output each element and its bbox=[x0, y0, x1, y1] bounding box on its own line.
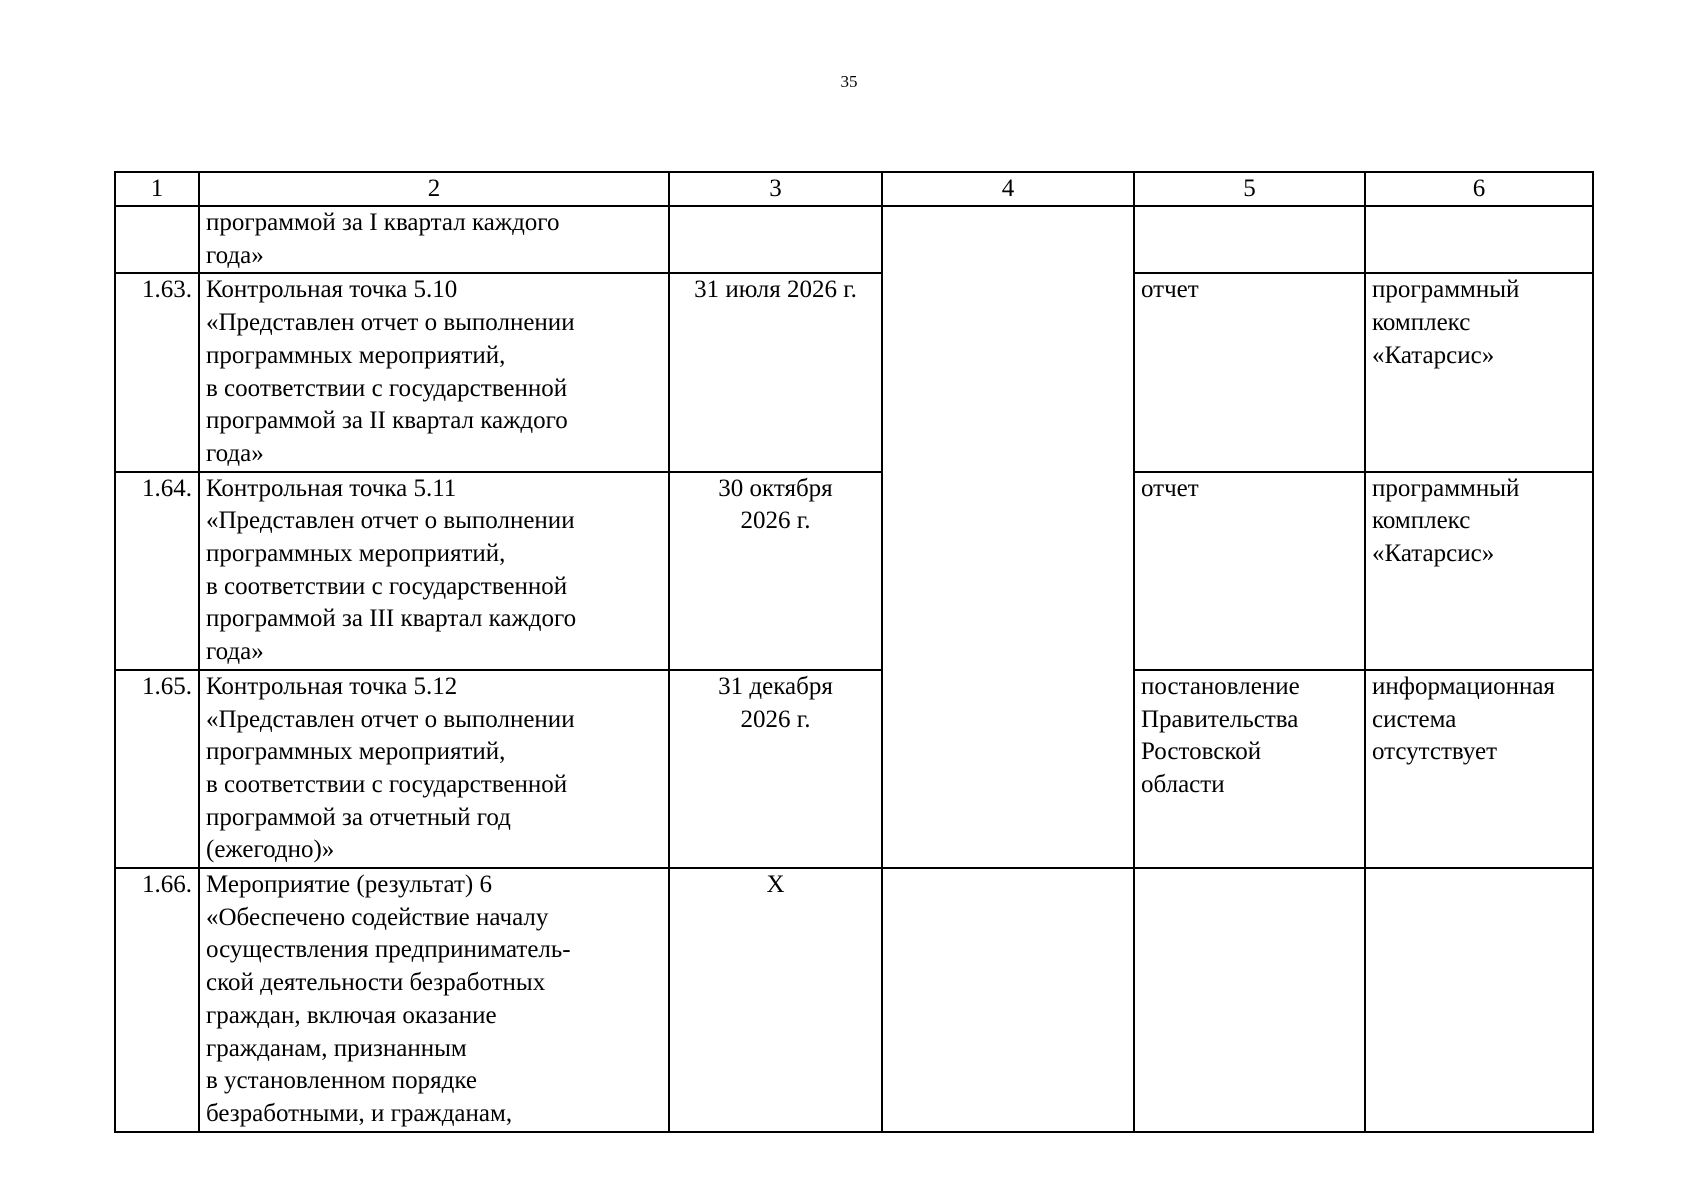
row-number-cell: 1.63. bbox=[115, 273, 199, 471]
event-name-cell: Мероприятие (результат) 6 «Обеспечено содействие началу осуществления предприниматель- ской деятельности безработных граждан, включая оказание гражданам, признанным в установленном порядке безработными, и гражданам, bbox=[199, 868, 669, 1132]
date-cell: 31 декабря 2026 г. bbox=[669, 670, 882, 868]
document-type-cell bbox=[1134, 206, 1365, 273]
date-cell: 31 июля 2026 г. bbox=[669, 273, 882, 471]
date-cell bbox=[669, 206, 882, 273]
column-header-1: 1 bbox=[115, 172, 199, 206]
table-row bbox=[115, 868, 1593, 1132]
row-number-cell: 1.66. bbox=[115, 868, 199, 1132]
info-system-cell bbox=[1365, 868, 1593, 1132]
document-type-cell: отчет bbox=[1134, 472, 1365, 670]
plan-table bbox=[114, 171, 1594, 1133]
document-type-cell: постановление Правительства Ростовской области bbox=[1134, 670, 1365, 868]
document-type-cell bbox=[1134, 868, 1365, 1132]
header-row bbox=[115, 172, 1593, 206]
column-header-3: 3 bbox=[669, 172, 882, 206]
event-name-cell: Контрольная точка 5.12 «Представлен отчет о выполнении программных мероприятий, в соответствии с государственной программой за отчетный год (ежегодно)» bbox=[199, 670, 669, 868]
column-header-4: 4 bbox=[882, 172, 1134, 206]
info-system-cell: программный комплекс «Катарсис» bbox=[1365, 273, 1593, 471]
date-cell: Х bbox=[669, 868, 882, 1132]
table-row bbox=[115, 670, 1593, 868]
info-system-cell: информационная система отсутствует bbox=[1365, 670, 1593, 868]
table-row-continuation bbox=[115, 206, 1593, 273]
table-row bbox=[115, 472, 1593, 670]
column-header-6: 6 bbox=[1365, 172, 1593, 206]
responsible-cell bbox=[882, 868, 1134, 1132]
table-row bbox=[115, 273, 1593, 471]
responsible-cell-merged bbox=[882, 206, 1134, 868]
row-number-cell: 1.64. bbox=[115, 472, 199, 670]
date-cell: 30 октября 2026 г. bbox=[669, 472, 882, 670]
info-system-cell: программный комплекс «Катарсис» bbox=[1365, 472, 1593, 670]
column-header-5: 5 bbox=[1134, 172, 1365, 206]
event-name-cell: Контрольная точка 5.10 «Представлен отчет о выполнении программных мероприятий, в соответствии с государственной программой за II квартал каждого года» bbox=[199, 273, 669, 471]
info-system-cell bbox=[1365, 206, 1593, 273]
row-number-cell: 1.65. bbox=[115, 670, 199, 868]
column-header-2: 2 bbox=[199, 172, 669, 206]
page-number: 35 bbox=[840, 72, 858, 91]
row-number-cell bbox=[115, 206, 199, 273]
event-name-cell: Контрольная точка 5.11 «Представлен отчет о выполнении программных мероприятий, в соответствии с государственной программой за III квартал каждого года» bbox=[199, 472, 669, 670]
event-name-cell: программой за I квартал каждого года» bbox=[199, 206, 669, 273]
document-type-cell: отчет bbox=[1134, 273, 1365, 471]
